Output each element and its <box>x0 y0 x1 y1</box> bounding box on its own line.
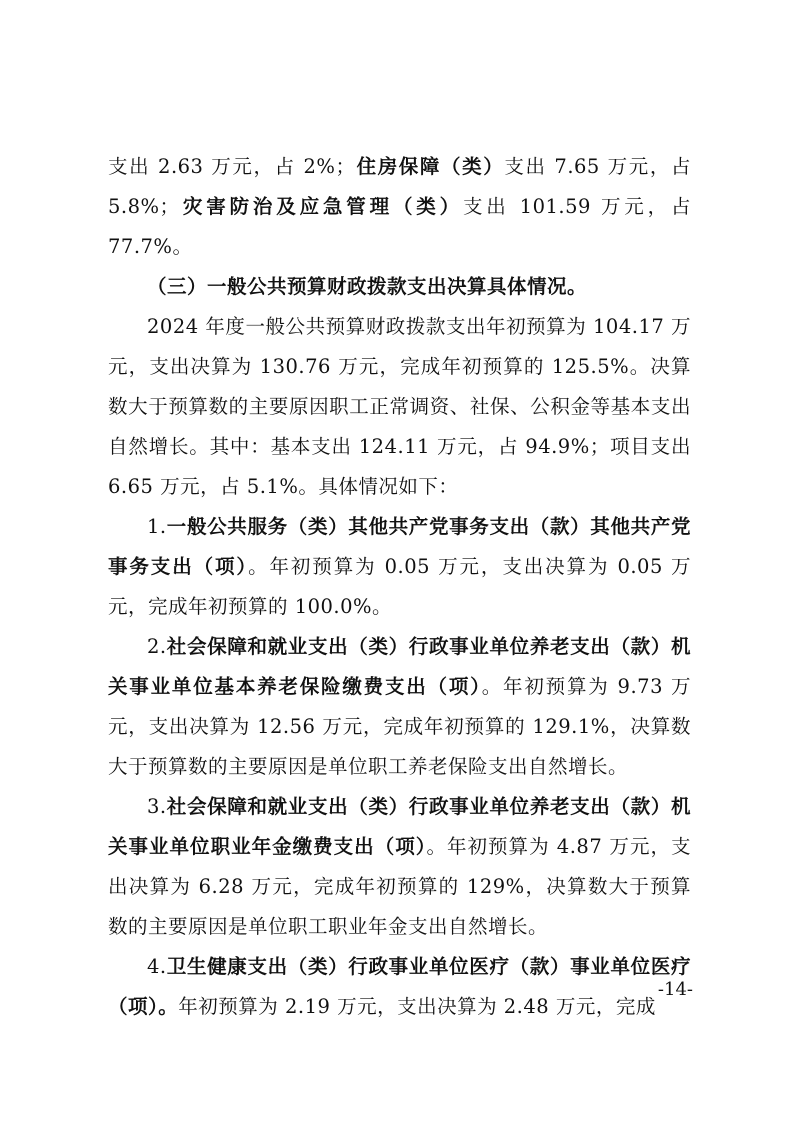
item-number: 1. <box>147 515 167 538</box>
item-number: 2. <box>147 635 167 658</box>
list-item-1 <box>108 507 691 627</box>
item-text: 。年初预算为 4.87 万元，支出决算为 6.28 万元，完成年初预算的 129%，决算数大于预算数的主要原因是单位职工职业年金支出自然增长。 <box>108 835 691 938</box>
item-text: 年初预算为 2.19 万元，支出决算为 2.48 万元，完成 <box>178 995 656 1018</box>
page-number: -14- <box>657 979 693 1000</box>
document-body <box>108 147 691 1027</box>
item-title: 卫生健康支出（类）行政事业单位医疗（款）事业单位医疗（项）。 <box>108 955 691 1018</box>
item-title: 社会保障和就业支出（类）行政事业单位养老支出（款）机关事业单位基本养老保险缴费支出（项） <box>108 635 691 698</box>
item-title: 社会保障和就业支出（类）行政事业单位养老支出（款）机关事业单位职业年金缴费支出（项） <box>108 795 691 858</box>
section-heading: （三）一般公共预算财政拨款支出决算具体情况。 <box>147 275 588 298</box>
bold-category-disaster: 灾害防治及应急管理（类） <box>179 195 463 218</box>
paragraph-expenditure-breakdown <box>108 147 691 267</box>
item-number: 4. <box>147 955 167 978</box>
item-text: 。年初预算为 0.05 万元，支出决算为 0.05 万元，完成年初预算的 100.0%。 <box>108 555 691 618</box>
list-item-2 <box>108 627 691 787</box>
text-run: 支出 7.65 万元，占 5.8%； <box>108 155 691 218</box>
text-run: 支出 2.63 万元，占 2%； <box>108 155 356 178</box>
item-title: 一般公共服务（类）其他共产党事务支出（款）其他共产党事务支出（项） <box>108 515 691 578</box>
text-run: 支出 101.59 万元，占 77.7%。 <box>108 195 691 258</box>
item-text: 。年初预算为 9.73 万元，支出决算为 12.56 万元，完成年初预算的 129.1%，决算数大于预算数的主要原因是单位职工养老保险支出自然增长。 <box>108 675 691 778</box>
list-item-3 <box>108 787 691 947</box>
list-item-4 <box>108 947 691 1027</box>
paragraph-budget-summary: 2024 年度一般公共预算财政拨款支出年初预算为 104.17 万元，支出决算为 130.76 万元，完成年初预算的 125.5%。决算数大于预算数的主要原因职工正常调资、社保、公积金等基本支出自然增长。其中：基本支出 124.11 万元，占 94.9%；项目支出 6.65 万元，占 5.1%。具体情况如下： <box>108 315 691 498</box>
bold-category-housing: 住房保障（类） <box>355 155 505 178</box>
item-number: 3. <box>147 795 167 818</box>
